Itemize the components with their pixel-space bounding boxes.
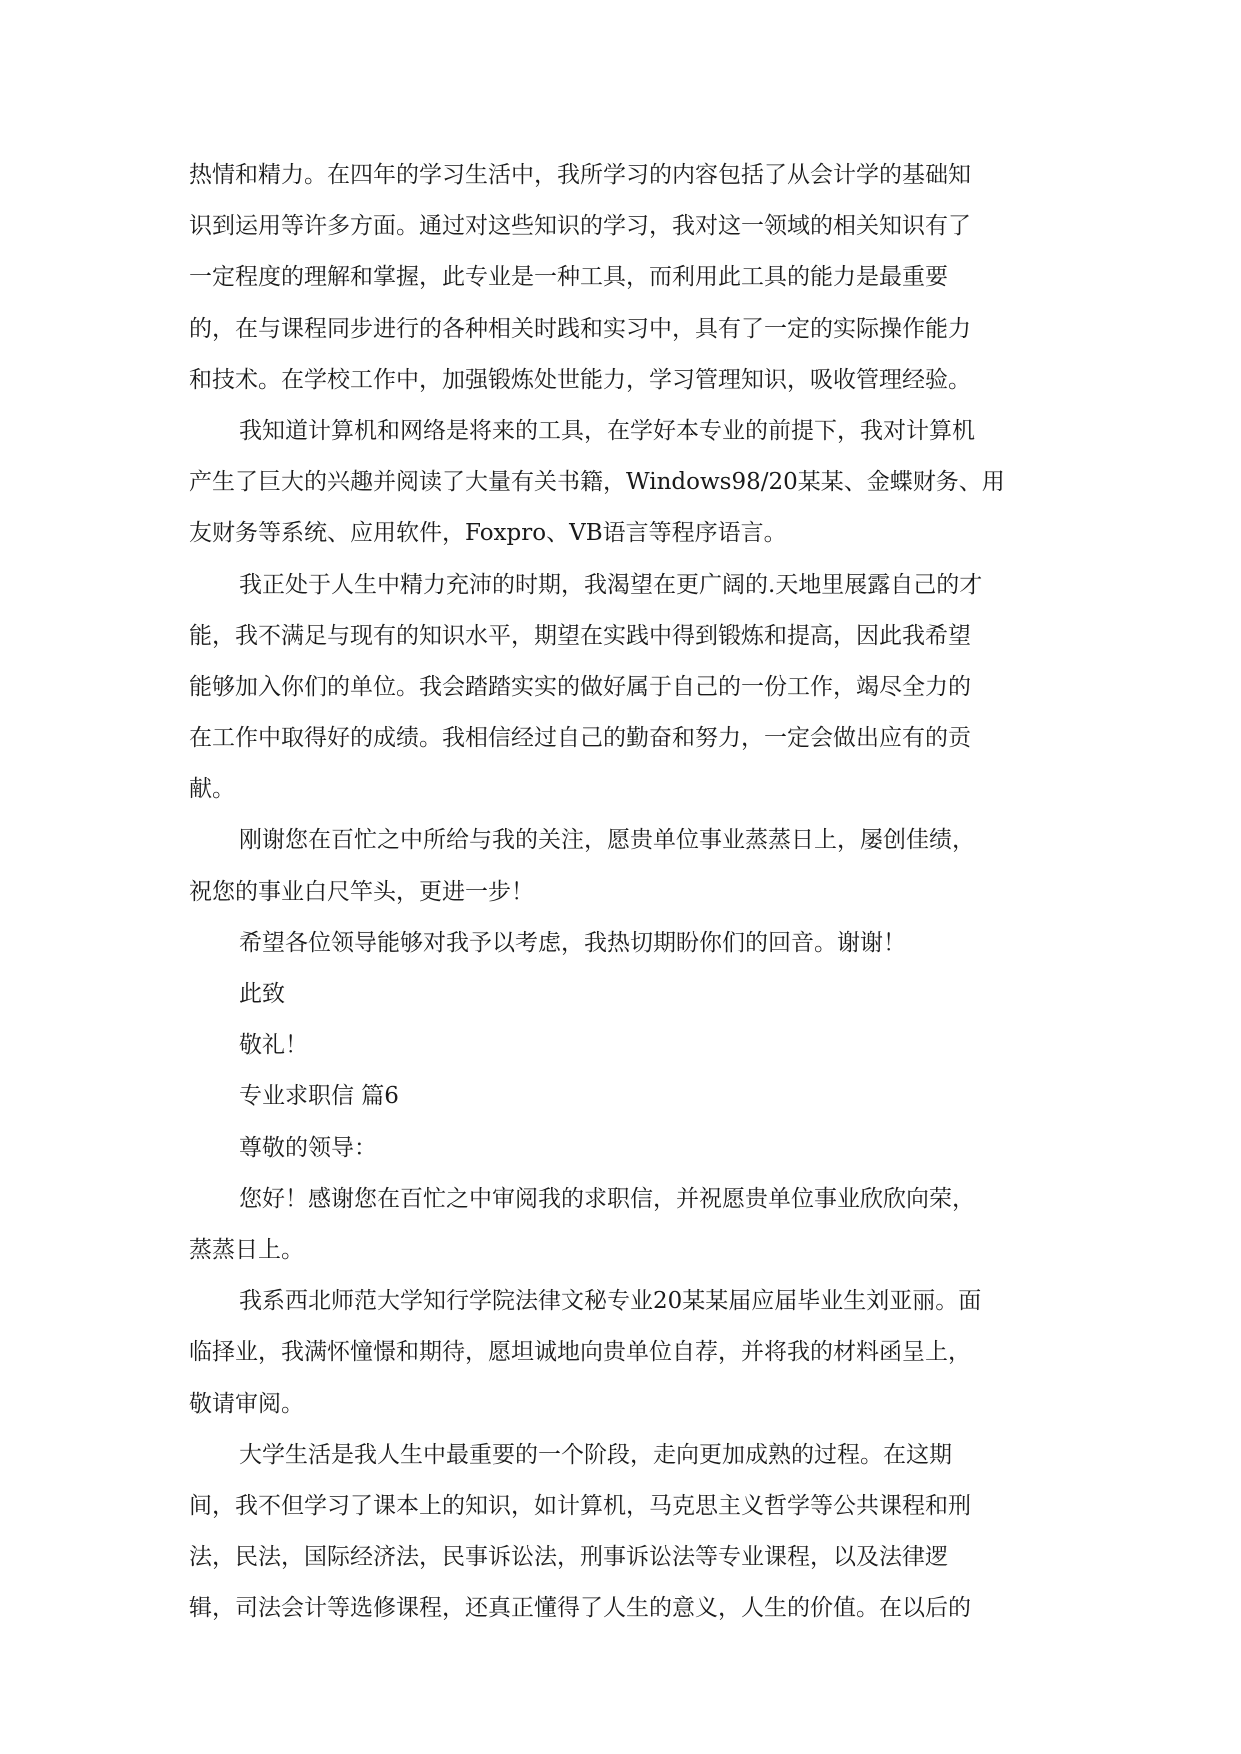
text-line: 此致 xyxy=(239,981,285,1007)
text-line: 一定程度的理解和掌握，此专业是一种工具，而利用此工具的能力是最重要 xyxy=(189,264,948,291)
text-line: 大学生活是我人生中最重要的一个阶段，走向更加成熟的过程。在这期 xyxy=(239,1441,952,1468)
text-line: 能，我不满足与现有的知识水平，期望在实践中得到锻炼和提高，因此我希望 xyxy=(189,622,971,649)
document-body xyxy=(189,150,1059,1634)
text-line: 能够加入你们的单位。我会踏踏实实的做好属于自己的一份工作，竭尽全力的 xyxy=(189,673,971,700)
text-line: 敬礼！ xyxy=(239,1032,308,1059)
text-line: 在工作中取得好的成绩。我相信经过自己的勤奋和努力，一定会做出应有的贡 xyxy=(189,725,971,752)
text-line: 友财务等系统、应用软件，Foxpro、VB语言等程序语言。 xyxy=(189,520,787,547)
text-line: 专业求职信 篇6 xyxy=(239,1083,399,1110)
text-line: 间，我不但学习了课本上的知识，如计算机，马克思主义哲学等公共课程和刑 xyxy=(189,1492,971,1519)
text-line: 您好！感谢您在百忙之中审阅我的求职信，并祝愿贵单位事业欣欣向荣， xyxy=(239,1185,975,1212)
text-line: 祝您的事业白尺竿头，更进一步！ xyxy=(189,878,534,905)
text-line: 临择业，我满怀憧憬和期待，愿坦诚地向贵单位自荐，并将我的材料函呈上， xyxy=(189,1339,971,1366)
text-line: 产生了巨大的兴趣并阅读了大量有关书籍，Windows98/20某某、金蝶财务、用 xyxy=(189,469,1005,496)
text-line: 我系西北师范大学知行学院法律文秘专业20某某届应届毕业生刘亚丽。面 xyxy=(239,1288,982,1315)
text-line: 刚谢您在百忙之中所给与我的关注，愿贵单位事业蒸蒸日上，屡创佳绩， xyxy=(239,827,975,854)
text-line: 献。 xyxy=(189,776,235,803)
text-line: 辑，司法会计等选修课程，还真正懂得了人生的意义，人生的价值。在以后的 xyxy=(189,1595,971,1622)
text-line: 识到运用等许多方面。通过对这些知识的学习，我对这一领域的相关知识有了 xyxy=(189,213,971,240)
text-line: 希望各位领导能够对我予以考虑，我热切期盼你们的回音。谢谢！ xyxy=(239,929,906,956)
text-line: 的，在与课程同步进行的各种相关时践和实习中，具有了一定的实际操作能力 xyxy=(189,315,971,342)
text-line: 敬请审阅。 xyxy=(189,1390,304,1417)
text-line: 和技术。在学校工作中，加强锻炼处世能力，学习管理知识，吸收管理经验。 xyxy=(189,366,971,393)
text-line: 尊敬的领导： xyxy=(239,1134,377,1161)
text-line: 我正处于人生中精力充沛的时期，我渴望在更广阔的.天地里展露自己的才 xyxy=(239,571,983,598)
text-line: 热情和精力。在四年的学习生活中，我所学习的内容包括了从会计学的基础知 xyxy=(189,162,971,188)
text-line: 我知道计算机和网络是将来的工具，在学好本专业的前提下，我对计算机 xyxy=(239,417,975,444)
text-line: 法，民法，国际经济法，民事诉讼法，刑事诉讼法等专业课程，以及法律逻 xyxy=(189,1544,948,1571)
text-line: 蒸蒸日上。 xyxy=(189,1236,304,1263)
